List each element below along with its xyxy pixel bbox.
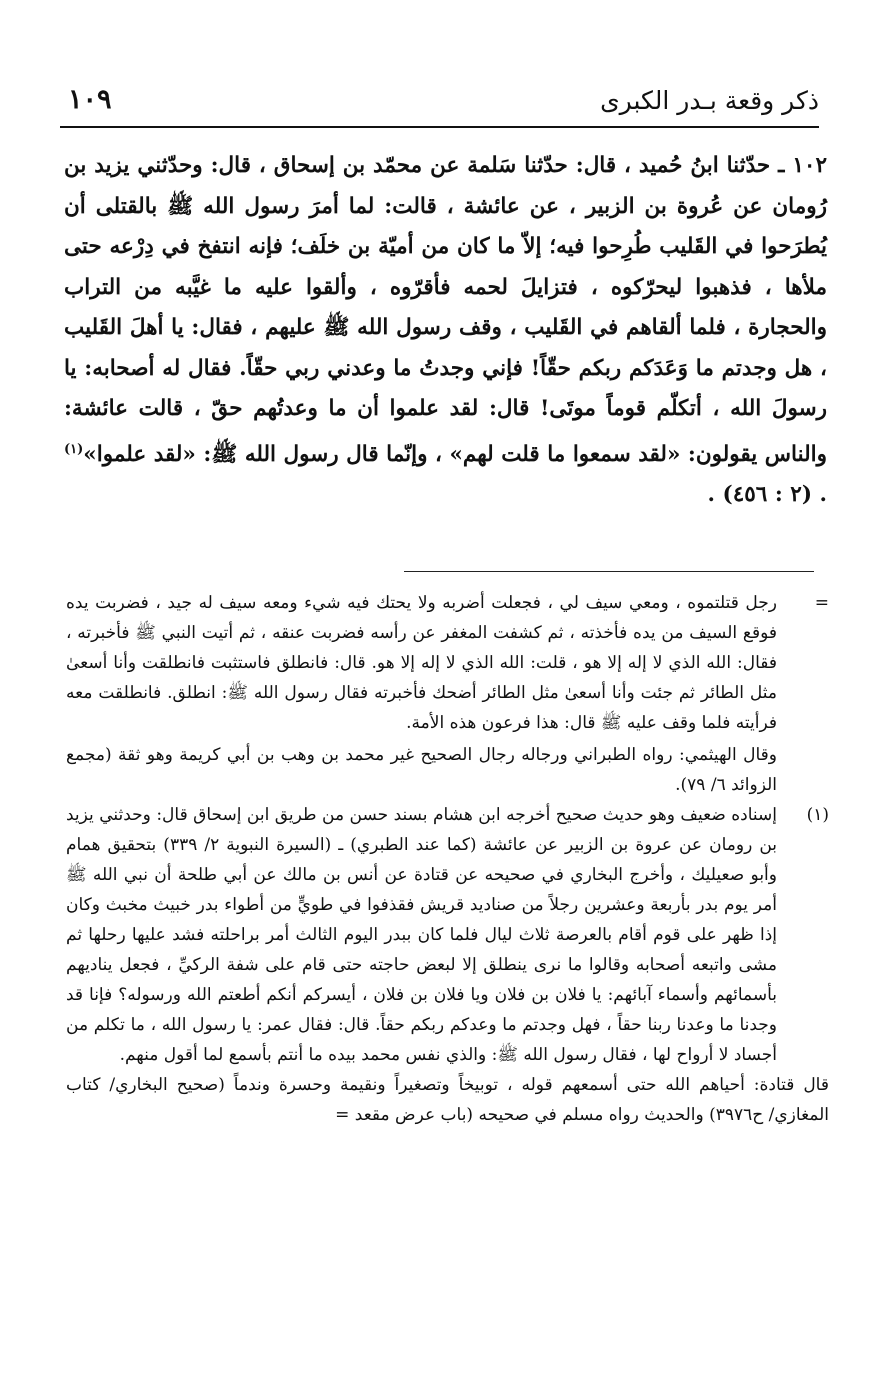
footnotes-section (66, 588, 829, 1130)
footnote-continuation (66, 588, 829, 800)
header-rule (60, 126, 819, 128)
footnote-1-marker: (١) (806, 805, 829, 825)
source-citation: . (٢ : ٤٥٦) . (707, 482, 827, 508)
qatada-note (66, 1070, 829, 1130)
continuation-text: رجل قتلتموه ، ومعي سيف لي ، فجعلت أضربه ولا يحتك فيه شيء ومعه سيف له جيد ، فضربت يده فوقع السيف من يده فأخذته ، ثم كشفت المغفر عن رأسه فضربت عنقه ، ثم أتيت النبي ﷺ فأخبرته ، فقال: الله الذي لا إله إلا هو ، قلت: الله الذي لا إله إلا هو. قال: فانطلق فاستثبت فانطلقت وأنا أسعىٰ مثل الطائر ثم جئت وأنا أسعىٰ مثل الطائر أضحك فأخبرته فقال رسول الله ﷺ: انطلق. فانطلقت معه فرأيته فلما وقف عليه ﷺ قال: هذا فرعون هذه الأمة. (66, 593, 777, 733)
haythami-note: وقال الهيثمي: رواه الطبراني ورجاله رجال الصحيح غير محمد بن وهب بن أبي كريمة وهو ثقة (مجمع الزوائد ٦/ ٧٩). (66, 745, 777, 795)
main-text (64, 146, 827, 516)
hadith-paragraph (64, 146, 827, 516)
footnote-1-text: إسناده ضعيف وهو حديث صحيح أخرجه ابن هشام بسند حسن من طريق ابن إسحاق قال: وحدثني يزيد بن رومان عن عروة بن الزبير عن عائشة (كما عند الطبري) ـ (السيرة النبوية ٢/ ٣٣٩) بتحقيق همام وأبو صعيليك ، وأخرج البخاري في صحيحه عن قتادة عن أنس بن مالك عن أبي طلحة أن نبي الله ﷺ أمر يوم بدر بأربعة وعشرين رجلاً من صناديد قريش فقذفوا في طويٍّ من أطواء بدر خبيث مخبث وكان إذا ظهر على قوم أقام بالعرصة ثلاث ليال فلما كان ببدر اليوم الثالث أمر براحلته فشد عليها رحلها ثم مشى واتبعه أصحابه وقالوا ما نرى ينطلق إلا لبعض حاجته حتى قام على شفة الركيِّ ، فجعل يناديهم بأسمائهم وأسماء آبائهم: يا فلان بن فلان ويا فلان بن فلان ، أيسركم أنكم أطعتم الله ورسوله؟ فإنا قد وجدنا ما وعدنا ربنا حقاً ، فهل وجدتم ما وعدكم ربكم حقاً. قال: فقال عمر: يا رسول الله ، ما تكلم من أجساد لا أرواح لها ، فقال رسول الله ﷺ: والذي نفس محمد بيده ما أنتم بأسمع لما أقول منهم. (66, 805, 777, 1065)
continues-marker: = (335, 1105, 350, 1125)
qatada-text: قال قتادة: أحياهم الله حتى أسمعهم قوله ، توبيخاً وتصغيراً ونقيمة وحسرة وندماً (صحيح البخاري/ كتاب المغازي/ ح٣٩٧٦) والحديث رواه مسلم في صحيحه (باب عرض مقعد (66, 1075, 829, 1125)
hadith-body: ١٠٢ ـ حدّثنا ابنُ حُميد ، قال: حدّثنا سَلمة عن محمّد بن إسحاق ، قال: وحدّثني يزيد بن رُومان عن عُروة بن الزبير ، عن عائشة ، قالت: لما أمرَ رسول الله ﷺ بالقتلى أن يُطرَحوا في القَليب طُرِحوا فيه؛ إلاّ ما كان من أميّة بن خلَف؛ فإنه انتفخ في دِرْعه حتى ملأها ، فذهبوا ليحرّكوه ، فتزايلَ لحمه فأقرّوه ، وألقوا عليه ما غيَّبه من التراب والحجارة ، فلما ألقاهم في القَليب ، وقف رسول الله ﷺ عليهم ، فقال: يا أهلَ القَليب ، هل وجدتم ما وَعَدَكم ربكم حقّاً! فإني وجدتُ ما وعدني ربي حقّاً. فقال له أصحابه: يا رسولَ الله ، أتكلّم قوماً موتَى! قال: لقد علموا أن ما وعدتُهم حقّ ، قالت عائشة: والناس يقولون: «لقد سمعوا ما قلت لهم» ، وإنّما قال رسول الله ﷺ: «لقد علموا» (64, 153, 827, 467)
footnote-1 (66, 800, 829, 1070)
page-number: ١٠٩ (68, 84, 112, 115)
chapter-title: ذكر وقعة بـدر الكبرى (600, 86, 819, 115)
continuation-marker: = (814, 593, 829, 613)
footnote-separator (404, 571, 814, 572)
footnote-reference[interactable]: (١) (64, 441, 84, 457)
running-header (60, 82, 819, 128)
